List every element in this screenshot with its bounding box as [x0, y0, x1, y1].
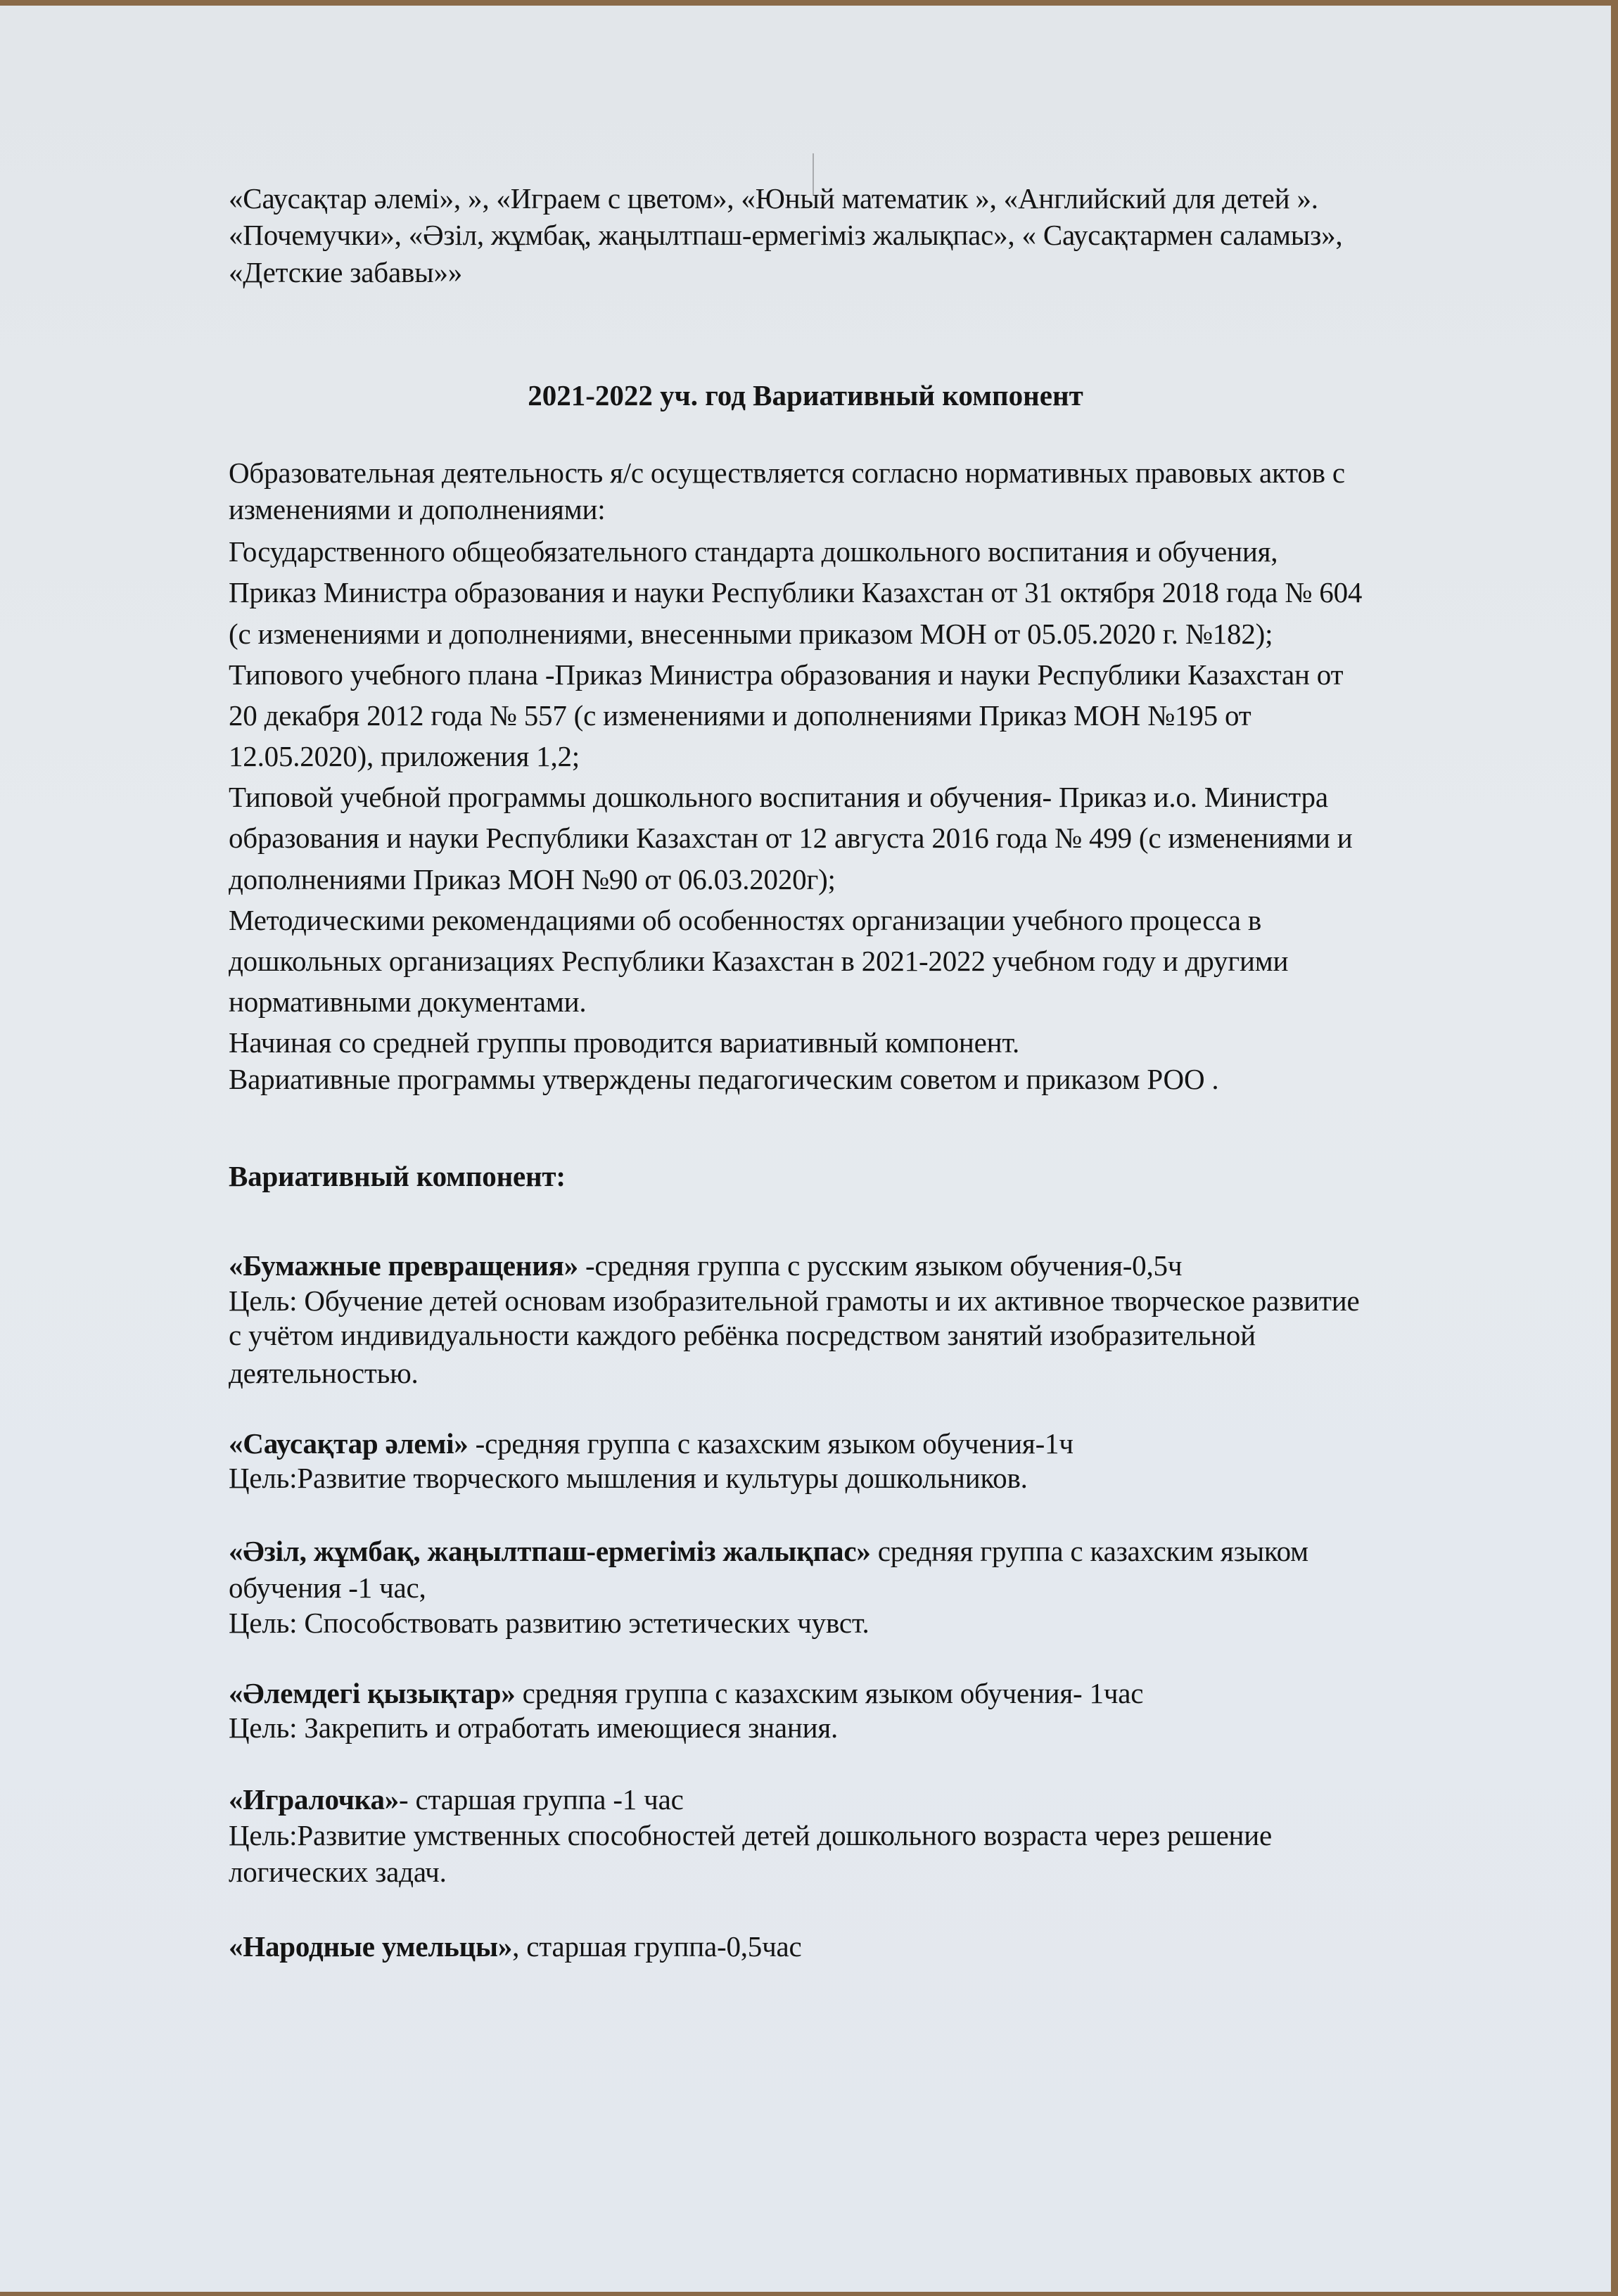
- program-header: [229, 1676, 1143, 1710]
- program-name: «Саусақтар әлемі»: [229, 1427, 469, 1460]
- program-details: , старшая группа-0,5час: [512, 1930, 802, 1963]
- body-line: Государственного общеобязательного стандарта дошкольного воспитания и обучения,: [229, 535, 1278, 568]
- program-name: «Бумажные превращения»: [229, 1249, 578, 1282]
- program-goal: Цель: Способствовать развитию эстетических чувст.: [229, 1607, 869, 1639]
- program-goal: Цель:Развитие умственных способностей детей дошкольного возраста через решение: [229, 1819, 1273, 1851]
- body-line: дошкольных организациях Республики Казахстан в 2021-2022 учебном году и другими: [229, 945, 1289, 977]
- program-details: -средняя группа с русским языком обучения-0,5ч: [578, 1249, 1183, 1282]
- program-details: - старшая группа -1 час: [399, 1783, 684, 1816]
- intro-line: «Саусақтар әлемі», », «Играем с цветом», «Юный математик », «Английский для детей ».: [229, 182, 1318, 215]
- body-line: (с изменениями и дополнениями, внесенными приказом МОН от 05.05.2020 г. №182);: [229, 618, 1273, 650]
- program-details-cont: обучения -1 час,: [229, 1571, 426, 1604]
- body-line: Типовой учебной программы дошкольного воспитания и обучения- Приказ и.о. Министра: [229, 781, 1328, 813]
- body-line: 20 декабря 2012 года № 557 (с изменениями и дополнениями Приказ МОН №195 от: [229, 699, 1251, 732]
- program-header: [229, 1930, 802, 1963]
- intro-line: «Почемучки», «Әзіл, жұмбақ, жаңылтпаш-ермегіміз жалықпас», « Саусақтармен саламыз»,: [229, 219, 1343, 251]
- body-line: Типового учебного плана -Приказ Министра образования и науки Республики Казахстан от: [229, 658, 1344, 691]
- body-line: Методическими рекомендациями об особенностях организации учебного процесса в: [229, 904, 1261, 936]
- program-goal: Цель: Закрепить и отработать имеющиеся знания.: [229, 1711, 839, 1744]
- program-goal: с учётом индивидуальности каждого ребёнка посредством занятий изобразительной: [229, 1319, 1256, 1351]
- program-goal: Цель: Обучение детей основам изобразительной грамоты и их активное творческое развитие: [229, 1284, 1360, 1317]
- body-line: образования и науки Республики Казахстан от 12 августа 2016 года № 499 (с изменениями и: [229, 822, 1353, 854]
- program-details: средняя группа с казахским языком обучения- 1час: [515, 1677, 1144, 1709]
- program-header: [229, 1249, 1182, 1282]
- program-name: «Әзіл, жұмбақ, жаңылтпаш-ермегіміз жалықпас»: [229, 1535, 871, 1567]
- document-page: [0, 6, 1611, 2292]
- body-line: Вариативные программы утверждены педагогическим советом и приказом РОО .: [229, 1063, 1219, 1095]
- program-name: «Әлемдегі қызықтар»: [229, 1677, 516, 1709]
- body-line: нормативными документами.: [229, 986, 587, 1018]
- section-heading: Вариативный компонент:: [229, 1160, 566, 1192]
- program-goal: логических задач.: [229, 1856, 447, 1888]
- program-header: [229, 1427, 1074, 1460]
- body-line: дополнениями Приказ МОН №90 от 06.03.2020г);: [229, 863, 836, 895]
- program-details: средняя группа с казахским языком: [870, 1535, 1308, 1567]
- program-goal: Цель:Развитие творческого мышления и культуры дошкольников.: [229, 1462, 1028, 1494]
- body-line: изменениями и дополнениями:: [229, 493, 606, 525]
- body-line: Начиная со средней группы проводится вариативный компонент.: [229, 1026, 1020, 1059]
- intro-line: «Детские забавы»»: [229, 256, 463, 288]
- program-header: [229, 1782, 684, 1816]
- program-details: -средняя группа с казахским языком обучения-1ч: [468, 1427, 1074, 1460]
- document-title: 2021-2022 уч. год Вариативный компонент: [528, 379, 1083, 412]
- program-name: «Игралочка»: [229, 1783, 400, 1816]
- body-line: Образовательная деятельность я/с осуществляется согласно нормативных правовых актов с: [229, 457, 1345, 489]
- program-goal: деятельностью.: [229, 1357, 419, 1389]
- body-line: Приказ Министра образования и науки Республики Казахстан от 31 октября 2018 года № 604: [229, 576, 1363, 608]
- program-header: [229, 1534, 1308, 1568]
- body-line: 12.05.2020), приложения 1,2;: [229, 740, 580, 772]
- program-name: «Народные умельцы»: [229, 1930, 513, 1963]
